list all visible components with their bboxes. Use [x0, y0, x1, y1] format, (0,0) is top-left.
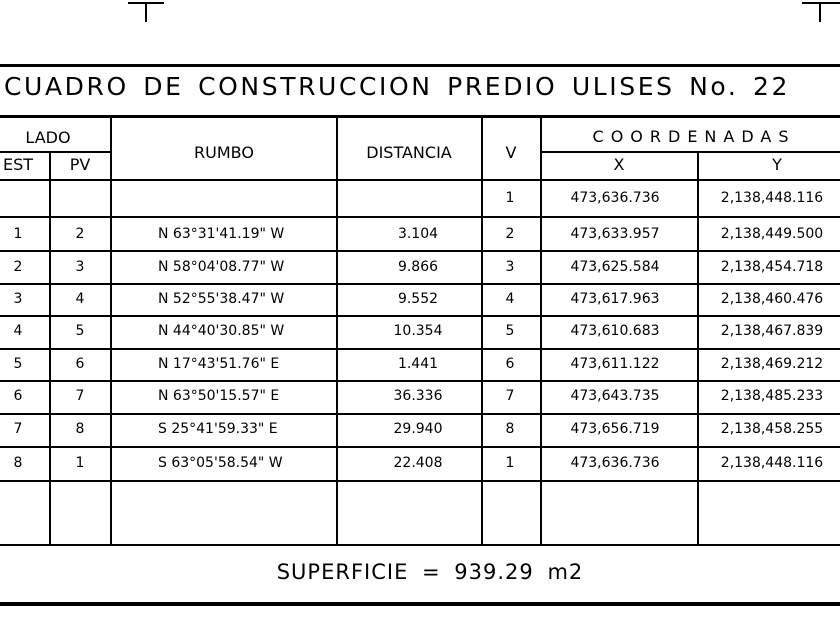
- header-top-border: [0, 115, 840, 118]
- header-v: V: [505, 143, 517, 162]
- table-body-bottom-border: [0, 544, 840, 546]
- cell-pv: 6: [75, 356, 85, 372]
- header-est: EST: [2, 155, 34, 174]
- cell-pv: 3: [75, 259, 85, 275]
- cell-v: 5: [505, 323, 515, 339]
- header-coordenadas: COORDENADAS: [592, 127, 796, 146]
- header-y: Y: [772, 155, 782, 174]
- cell-x: 473,610.683: [570, 323, 660, 339]
- cell-v: 3: [505, 259, 515, 275]
- cell-rumbo: N 63°31'41.19" W: [158, 226, 285, 242]
- row-separator: [0, 480, 840, 482]
- header-pv: PV: [69, 155, 91, 174]
- lado-divider: [0, 151, 110, 153]
- cell-pv: 2: [75, 226, 85, 242]
- cell-v: 4: [505, 291, 515, 307]
- cell-est: 5: [13, 356, 23, 372]
- cell-distancia: 9.866: [397, 259, 439, 275]
- table-title: CUADRO DE CONSTRUCCION PREDIO ULISES No. 22: [4, 72, 790, 101]
- cell-y: 2,138,469.212: [720, 356, 824, 372]
- row-separator: [0, 216, 840, 218]
- cell-y: 2,138,485.233: [720, 388, 824, 404]
- cell-v: 1: [505, 190, 515, 206]
- cell-rumbo: N 17°43'51.76" E: [158, 356, 280, 372]
- cell-y: 2,138,449.500: [720, 226, 824, 242]
- row-separator: [0, 348, 840, 350]
- cell-pv: 7: [75, 388, 85, 404]
- cell-x: 473,636.736: [570, 455, 660, 471]
- cell-distancia: 9.552: [397, 291, 439, 307]
- cell-y: 2,138,454.718: [720, 259, 824, 275]
- cell-est: 4: [13, 323, 23, 339]
- cell-pv: 5: [75, 323, 85, 339]
- cell-est: 2: [13, 259, 23, 275]
- cell-x: 473,617.963: [570, 291, 660, 307]
- cell-rumbo: N 52°55'38.47" W: [158, 291, 285, 307]
- table-bottom-border: [0, 602, 840, 606]
- cell-v: 1: [505, 455, 515, 471]
- cell-distancia: 22.408: [393, 455, 443, 471]
- cell-x: 473,656.719: [570, 421, 660, 437]
- cell-v: 2: [505, 226, 515, 242]
- header-lado: LADO: [25, 128, 71, 147]
- row-separator: [0, 283, 840, 285]
- row-separator: [0, 250, 840, 252]
- row-separator: [0, 380, 840, 382]
- row-separator: [0, 315, 840, 317]
- cell-rumbo: N 63°50'15.57" E: [158, 388, 280, 404]
- header-rumbo: RUMBO: [194, 143, 254, 162]
- cell-pv: 4: [75, 291, 85, 307]
- row-separator: [0, 446, 840, 448]
- cell-distancia: 29.940: [393, 421, 443, 437]
- superficie-total: SUPERFICIE = 939.29 m2: [276, 560, 584, 584]
- cell-pv: 8: [75, 421, 85, 437]
- registration-cross-right: [800, 0, 840, 24]
- cell-y: 2,138,448.116: [720, 190, 824, 206]
- cell-rumbo: S 25°41'59.33" E: [158, 421, 278, 437]
- table-top-border: [0, 64, 840, 67]
- cell-est: 3: [13, 291, 23, 307]
- header-distancia: DISTANCIA: [366, 143, 452, 162]
- cell-y: 2,138,448.116: [720, 455, 824, 471]
- cell-est: 7: [13, 421, 23, 437]
- cell-v: 7: [505, 388, 515, 404]
- cell-y: 2,138,467.839: [720, 323, 824, 339]
- cell-v: 8: [505, 421, 515, 437]
- row-separator: [0, 413, 840, 415]
- cell-distancia: 10.354: [393, 323, 443, 339]
- cell-distancia: 1.441: [397, 356, 439, 372]
- cell-distancia: 36.336: [393, 388, 443, 404]
- cell-y: 2,138,458.255: [720, 421, 824, 437]
- cell-est: 1: [13, 226, 23, 242]
- header-bottom-border: [0, 179, 840, 181]
- cell-x: 473,643.735: [570, 388, 660, 404]
- cell-v: 6: [505, 356, 515, 372]
- cell-x: 473,611.122: [570, 356, 660, 372]
- cell-x: 473,633.957: [570, 226, 660, 242]
- cell-rumbo: S 63°05'58.54" W: [158, 455, 283, 471]
- coordenadas-divider: [540, 151, 840, 153]
- cell-x: 473,636.736: [570, 190, 660, 206]
- cell-rumbo: N 44°40'30.85" W: [158, 323, 285, 339]
- cell-pv: 1: [75, 455, 85, 471]
- header-x: X: [613, 155, 625, 174]
- registration-cross-left: [126, 0, 166, 24]
- cell-rumbo: N 58°04'08.77" W: [158, 259, 285, 275]
- cell-x: 473,625.584: [570, 259, 660, 275]
- cell-distancia: 3.104: [397, 226, 439, 242]
- cell-y: 2,138,460.476: [720, 291, 824, 307]
- cell-est: 8: [13, 455, 23, 471]
- cell-est: 6: [13, 388, 23, 404]
